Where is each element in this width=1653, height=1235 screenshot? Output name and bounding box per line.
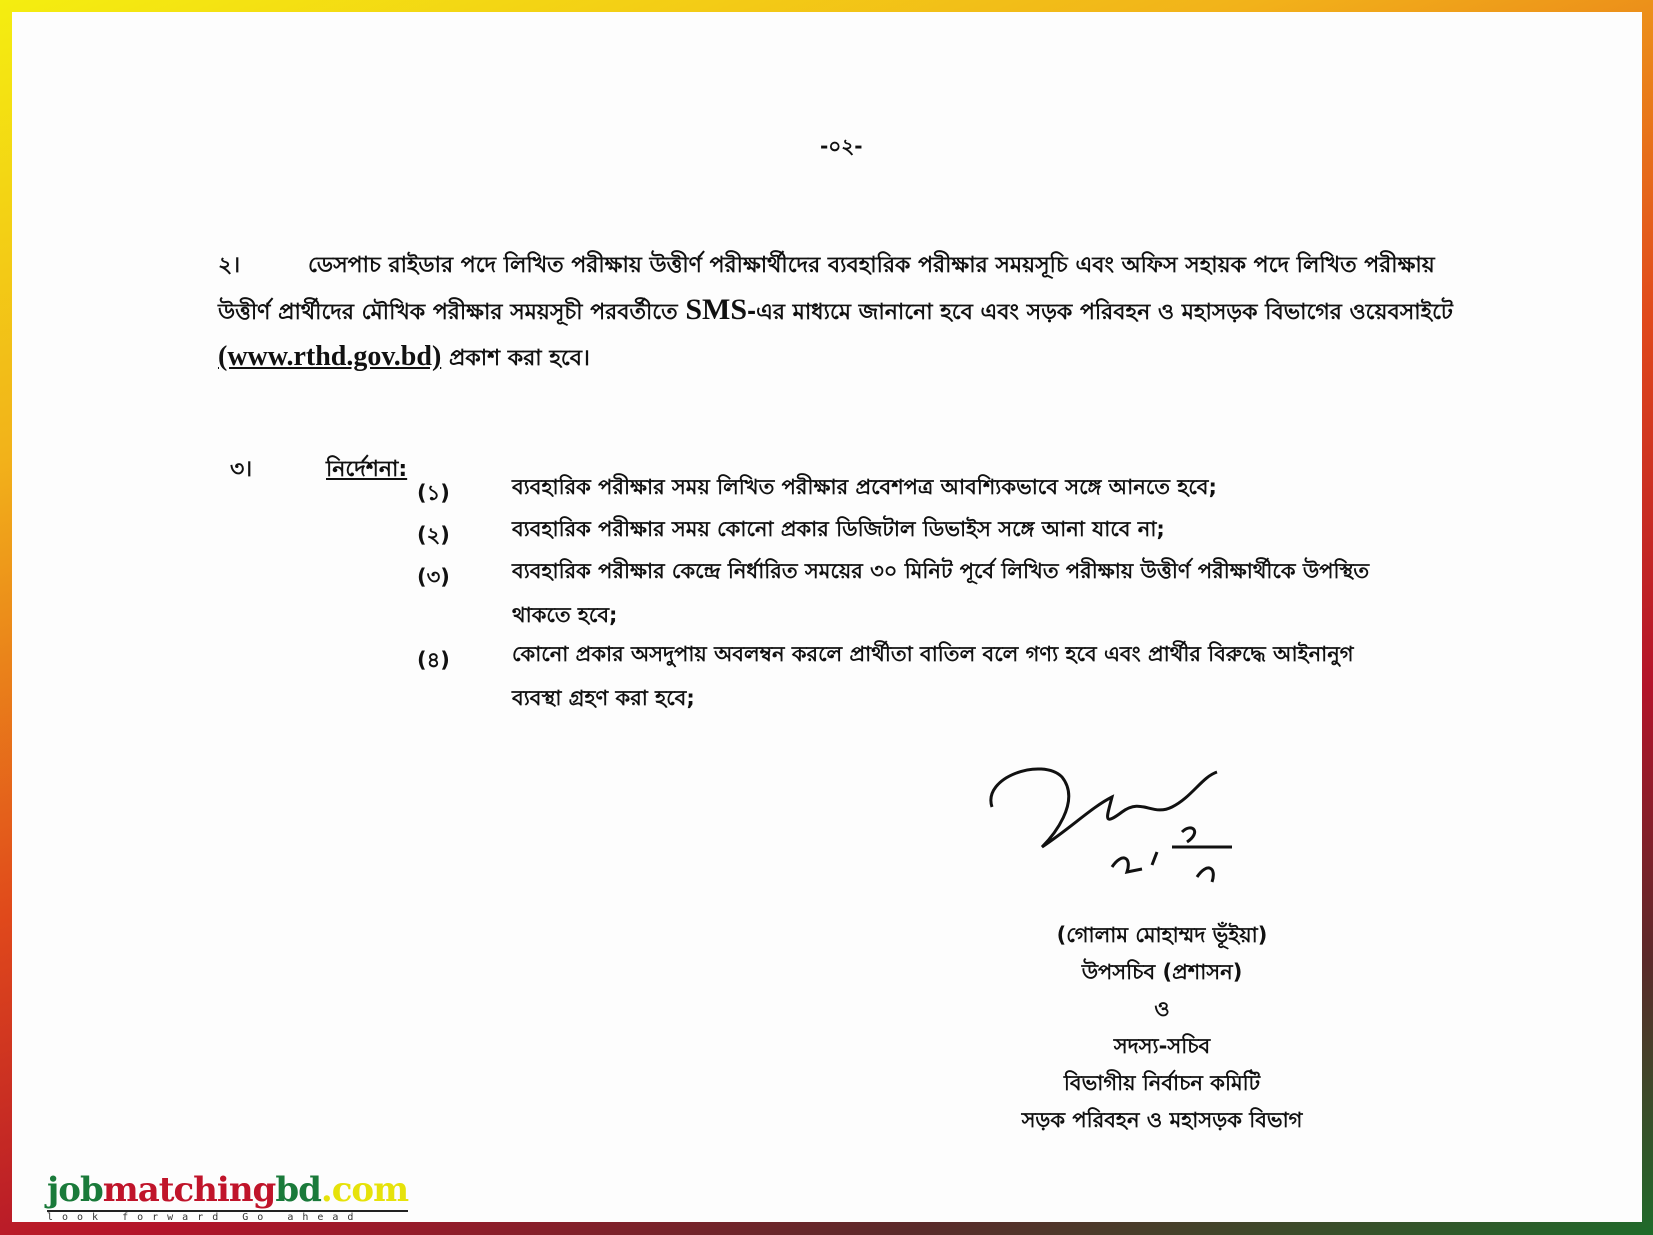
item-number: (২) [417, 523, 450, 547]
handwritten-signature [982, 757, 1252, 897]
page-number: -০২- [820, 134, 863, 158]
signatory-conjunction: ও [1154, 997, 1170, 1021]
signatory-designation: উপসচিব (প্রশাসন) [1081, 960, 1243, 984]
section-2-text: ডেসপাচ রাইডার পদে লিখিত পরীক্ষায় উত্তীর্ণ পরীক্ষার্থীদের ব্যবহারিক পরীক্ষার সময়সূচি এবং অফিস সহায়ক পদে লিখিত পরীক্ষায় উত্তীর্ণ প্রার্থীদের মৌখিক পরীক্ষার সময়সূচী পরবর্তীতে [218, 253, 1435, 325]
section-2-text-cont: -এর মাধ্যমে জানানো হবে এবং সড়ক পরিবহন ও মহাসড়ক বিভাগের ওয়েবসাইটে [747, 300, 1453, 325]
logo-part: .com [320, 1170, 409, 1210]
section-2-paragraph [218, 244, 1458, 381]
website-link[interactable]: (www.rthd.gov.bd) [218, 341, 442, 372]
section-2-number: ২। [218, 253, 241, 278]
item-text: ব্যবহারিক পরীক্ষার কেন্দ্রে নির্ধারিত সময়ের ৩০ মিনিট পূর্বে লিখিত পরীক্ষায় উত্তীর্ণ পরীক্ষার্থীকে উপস্থিত থাকতে হবে; [512, 559, 1370, 627]
sms-text: SMS [685, 293, 748, 326]
logo-tagline: look forward Go ahead [47, 1210, 408, 1223]
section-2-text-end: প্রকাশ করা হবে। [448, 346, 590, 371]
signature-block [962, 917, 1362, 1139]
item-text: ব্যবহারিক পরীক্ষার সময় কোনো প্রকার ডিজিটাল ডিভাইস সঙ্গে আনা যাবে না; [512, 517, 1165, 541]
signatory-name: (গোলাম মোহাম্মদ ভূঁইয়া) [1056, 923, 1268, 947]
section-3-number: ৩। [230, 457, 253, 482]
signatory-committee: বিভাগীয় নির্বাচন কমিটি [1063, 1071, 1261, 1095]
item-number: (১) [417, 481, 450, 505]
signatory-role: সদস্য-সচিব [1113, 1034, 1211, 1058]
logo-part: job [47, 1170, 103, 1210]
item-text: কোনো প্রকার অসদুপায় অবলম্বন করলে প্রার্থীতা বাতিল বলে গণ্য হবে এবং প্রার্থীর বিরুদ্ধে আইনানুগ ব্যবস্থা গ্রহণ করা হবে; [512, 642, 1354, 710]
logo-part: matching [102, 1170, 276, 1210]
item-number: (৩) [417, 565, 450, 589]
watermark-logo [47, 1170, 408, 1223]
item-number: (৪) [417, 648, 450, 672]
document-page [12, 12, 1642, 1222]
signatory-department: সড়ক পরিবহন ও মহাসড়ক বিভাগ [1021, 1108, 1303, 1132]
section-3-heading: নির্দেশনা: [326, 457, 408, 482]
section-3-header [230, 452, 408, 489]
item-text: ব্যবহারিক পরীক্ষার সময় লিখিত পরীক্ষার প্রবেশপত্র আবশ্যিকভাবে সঙ্গে আনতে হবে; [512, 475, 1217, 499]
logo-part: bd [275, 1170, 321, 1210]
